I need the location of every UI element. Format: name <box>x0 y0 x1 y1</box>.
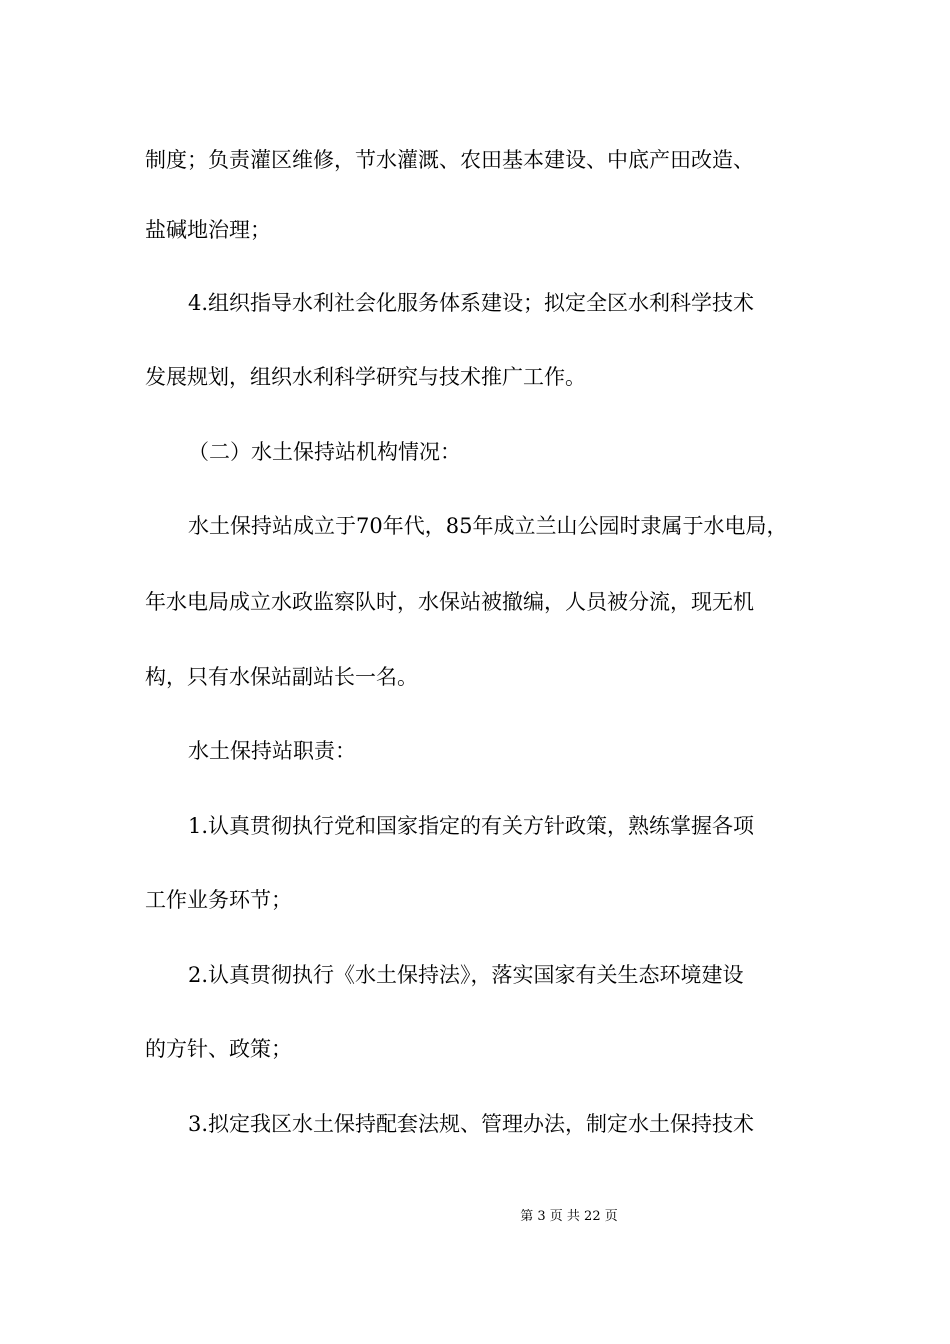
text-line: 盐碱地治理； <box>145 218 271 242</box>
text-line: 1.认真贯彻执行党和国家指定的有关方针政策，熟练掌握各项 <box>188 814 755 838</box>
page-number: 第 3 页 共 22 页 <box>520 1209 618 1224</box>
text-line: 构，只有水保站副站长一名。 <box>145 665 418 689</box>
text-line: 制度；负责灌区维修，节水灌溉、农田基本建设、中底产田改造、 <box>145 148 754 172</box>
text-line: 水土保持站成立于70年代，85年成立兰山公园时隶属于水电局， <box>188 514 788 538</box>
section-heading: （二）水土保持站机构情况： <box>188 440 461 464</box>
text-line: 工作业务环节； <box>145 888 292 912</box>
text-line: 水土保持站职责： <box>188 739 356 763</box>
text-line: 3.拟定我区水土保持配套法规、管理办法，制定水土保持技术 <box>188 1112 755 1136</box>
text-line: 2.认真贯彻执行《水土保持法》，落实国家有关生态环境建设 <box>188 963 744 987</box>
page-number-footer <box>0 1208 950 1226</box>
text-line: 的方针、政策； <box>145 1037 292 1061</box>
text-line: 年水电局成立水政监察队时，水保站被撤编，人员被分流，现无机 <box>145 590 754 614</box>
text-line: 发展规划，组织水利科学研究与技术推广工作。 <box>145 365 586 389</box>
text-line: 4.组织指导水利社会化服务体系建设；拟定全区水利科学技术 <box>188 291 755 315</box>
